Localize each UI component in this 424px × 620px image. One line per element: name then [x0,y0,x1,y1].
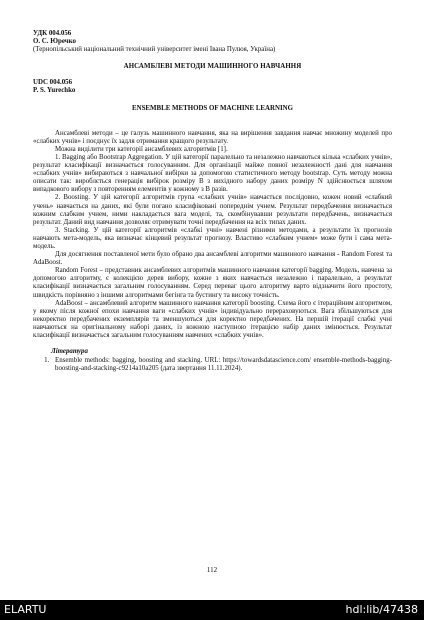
udc-ua: УДК 004.056 [33,30,72,37]
paragraph-goal: Для досягнення поставленої мети було обрано два ансамблеві алгоритми машинного навчання - Random Forest та AdaBoost. [33,251,392,267]
literature-title: Література [51,348,88,356]
title-en: ENSEMBLE METHODS OF MACHINE LEARNING [132,104,293,112]
footer-bar [0,600,424,620]
handle-id: hdl:lib/47438 [345,603,418,616]
author-ua: О. С. Юречко [33,38,76,46]
page-number: 112 [206,566,218,574]
paragraph-boosting: 2. Boosting. У цій категорії алгоритмів група «слабких учнів» навчається послідовно, кожен новий «слабкий учень» навчається на даних, які були погано класифіковані попереднім учнем. Результат передбачення визначається кожним слабким учнем, ними накладається вага моделі, та, скомбінувавши результати передбачень, визначається результат. Даний вид навчання дозволяє отримувати точні передбачення на всіх типах даних. [33,194,392,226]
paragraph-bagging: 1. Bagging або Bootstrap Aggregation. У цій категорії паралельно та незалежно навчаються кілька «слабких учнів», результат класифікації визначається голосуванням. Для організації майже повної незалежності дані для навчання «слабких учнів» вибираються з навчальної вибірки за допомогою статистичного методу bootstrap. Суть методу можна описати так: вироблється генерація вибірок розміру B з вихідного набору даних розміру N здійснюється шляхом випадкового вибору з повторенням елементів у кожному з B разів. [33,153,392,194]
paragraph-intro: Ансамблеві методи – це галузь машинного навчання, яка на вирішення завдання навчає множину моделей про «слабких учнів» і поєднує їх задля отримання кращого результату. [33,129,392,145]
paragraph-categories: Можна виділити три категорії ансамблевих алгоритмів [1]. [55,145,228,153]
page-content [33,30,392,373]
repository-name: ELARTU [4,603,47,616]
udc-en: UDC 004.056 [33,79,73,87]
affiliation-ua: (Тернопільський національний технічний університет імені Івана Пулюя, Україна) [33,46,276,54]
paragraph-random-forest: Random Forest – представник ансамблевих алгоритмів машинного навчання категорії bagging. Модель, навчена за допомогою алгоритму, є колекцією дерев вибору, кожне з яких навчається незалежно і паралельно, а результат класифікації визначається загальним голосуванням. Серед переваг цього алгоритму варто відзначити його простоту, швидкість порівняно з іншими алгоритмами бегінга та бустингу та високу точність. [33,267,392,299]
paragraph-adaboost: AdaBoost – ансамблевий алгоритм машинного навчання категорії boosting. Схема його є ітераційним алгоритмом, у якому після кожної епохи навчання ваги «слабких учнів» індивідуально перераховуються. Вага збільшуються для некоректно передбачених екземплярів та зменшуються для коректно передбачених. На першій ітерації слабкі учні навчаються на оригінальному наборі даних, із кожною наступною ітерацією набір даних змінюється. Результат класифікації визначається загальним голосуванням навчених «слабких учнів». [33,299,392,339]
reference-item: 1. Ensemble methods: bagging, boosting and stacking. URL: https://towardsdatascience.com/ ensemble-methods-bagging-boosting-and-stacking-c9214a10a205 (дата звертання 11.11.2024). [51,357,392,373]
reference-list [33,357,392,373]
title-ua: АНСАМБЛЕВІ МЕТОДИ МАШИННОГО НАВЧАННЯ [123,63,302,71]
author-en: P. S. Yurechko [33,87,76,95]
paragraph-stacking: 3. Stacking. У цій категорії алгоритмів «слабкі учні» навчені різними методами, а результати їх прогнозів навчають мета-модель, яка визначає кінцевий результат прогнозу. Властиво «слабким учнем» може бути і сама мета-модель. [33,226,392,250]
